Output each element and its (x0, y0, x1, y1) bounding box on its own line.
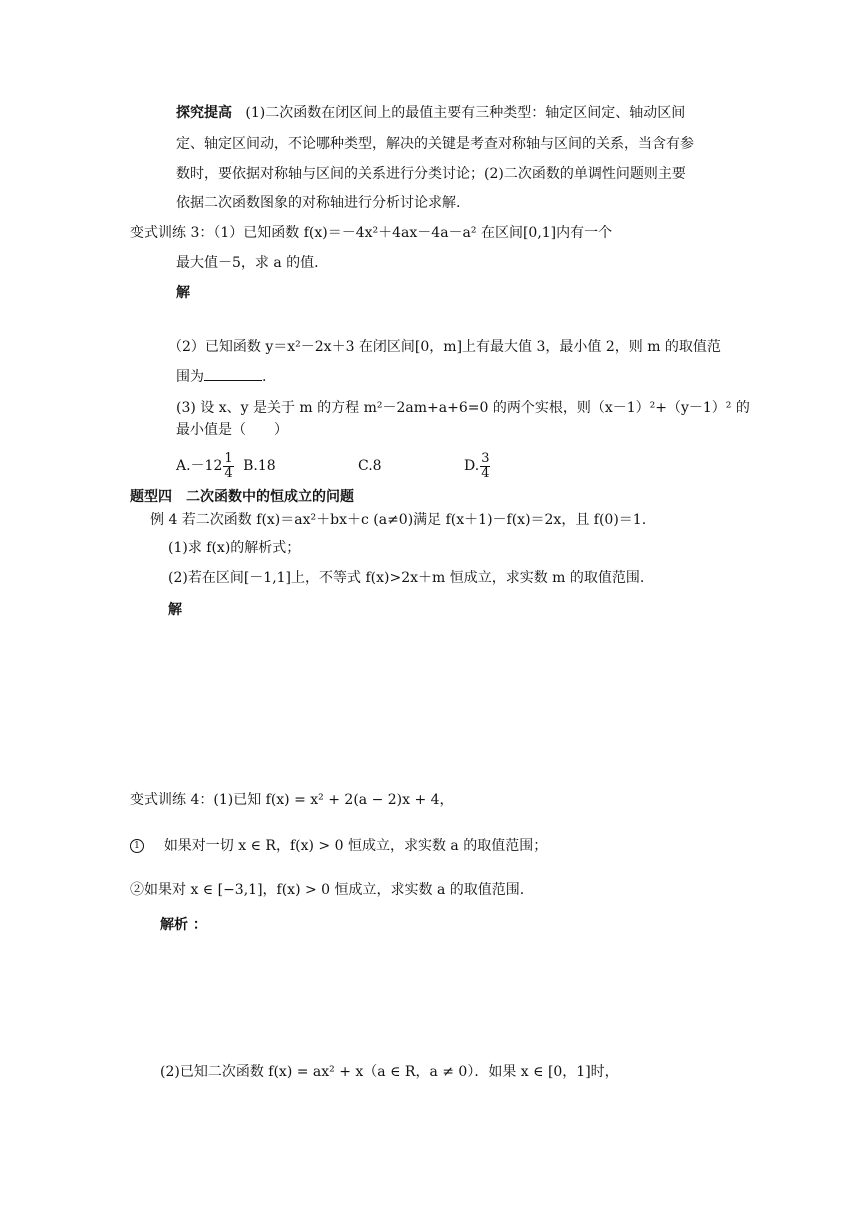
variant4-line-1: 变式训练 4：(1)已知 f(x) = x² + 2(a − 2)x + 4， (130, 792, 454, 808)
variant3-q2b: 围为 (176, 369, 204, 385)
variant3-q3a: (3) 设 x、y 是关于 m 的方程 m²－2am+a+6=0 的两个实根，则（x－1）²+（y－1）² 的 (176, 400, 750, 416)
variant3-label: 变式训练 3： (130, 225, 214, 241)
option-a: A.－12 $\frac{1}{4}$ (176, 450, 233, 481)
variant4-q2: (2)已知二次函数 f(x) = ax² + x（a ∈ R，a ≠ 0）．如果 x ∈ [0，1]时， (160, 1064, 619, 1080)
variant3-q1b: 最大值－5，求 a 的值. (176, 255, 319, 271)
option-d-fraction: $\frac{3}{4}$ (481, 450, 490, 481)
variant3-solve-label: 解 (176, 285, 190, 301)
variant3-line-1 (130, 223, 612, 243)
variant3-q2a: （2）已知函数 y＝x²－2x＋3 在闭区间[0，m]上有最大值 3，最小值 2，则 m 的取值范 (168, 339, 721, 355)
explore-line-4: 依据二次函数图象的对称轴进行分析讨论求解. (176, 195, 461, 211)
explore-line-1 (176, 103, 685, 123)
explore-line-3: 数时，要依据对称轴与区间的关系进行分类讨论；(2)二次函数的单调性问题则主要 (176, 166, 686, 182)
option-d: D. $\frac{3}{4}$ (464, 450, 490, 481)
type4-heading: 题型四 二次函数中的恒成立的问题 (130, 489, 354, 505)
variant3-q3b: 最小值是（ ） (176, 422, 288, 438)
example4-part1: (1)求 f(x)的解析式； (168, 540, 301, 556)
option-a-fraction: $\frac{1}{4}$ (224, 450, 233, 481)
option-b: B.18 (243, 458, 276, 474)
circled-number-1: 1 (130, 839, 144, 853)
example4-part2: (2)若在区间[－1,1]上，不等式 f(x)>2x＋m 恒成立，求实数 m 的取值范围. (168, 570, 645, 586)
variant3-q2b-line: 围为 . (176, 366, 266, 387)
variant4-analysis-label: 解析 ： (160, 917, 207, 933)
variant3-q1a: （1）已知函数 f(x)＝－4x²＋4ax－4a－a² 在区间[0,1]内有一个 (213, 225, 613, 241)
variant4-cond2: ②如果对 x ∈ [−3,1]，f(x) > 0 恒成立，求实数 a 的取值范围. (130, 882, 525, 898)
answer-blank (204, 366, 262, 381)
option-c: C.8 (358, 458, 382, 474)
example4-solve-label: 解 (168, 602, 182, 618)
variant3-options (176, 446, 490, 486)
explore-heading: 探究提高 (176, 105, 232, 121)
explore-line-2: 定、轴定区间动，不论哪种类型，解决的关键是考查对称轴与区间的关系，当含有参 (176, 136, 694, 152)
explore-text-1: (1)二次函数在闭区间上的最值主要有三种类型：轴定区间定、轴动区间 (245, 105, 686, 121)
example4: 例 4 若二次函数 f(x)＝ax²＋bx＋c (a≠0)满足 f(x＋1)－f(x)＝2x，且 f(0)＝1. (150, 512, 647, 528)
variant4-cond1-text: 如果对一切 x ∈ R，f(x) > 0 恒成立，求实数 a 的取值范围； (163, 838, 548, 854)
variant4-cond1 (130, 836, 547, 856)
